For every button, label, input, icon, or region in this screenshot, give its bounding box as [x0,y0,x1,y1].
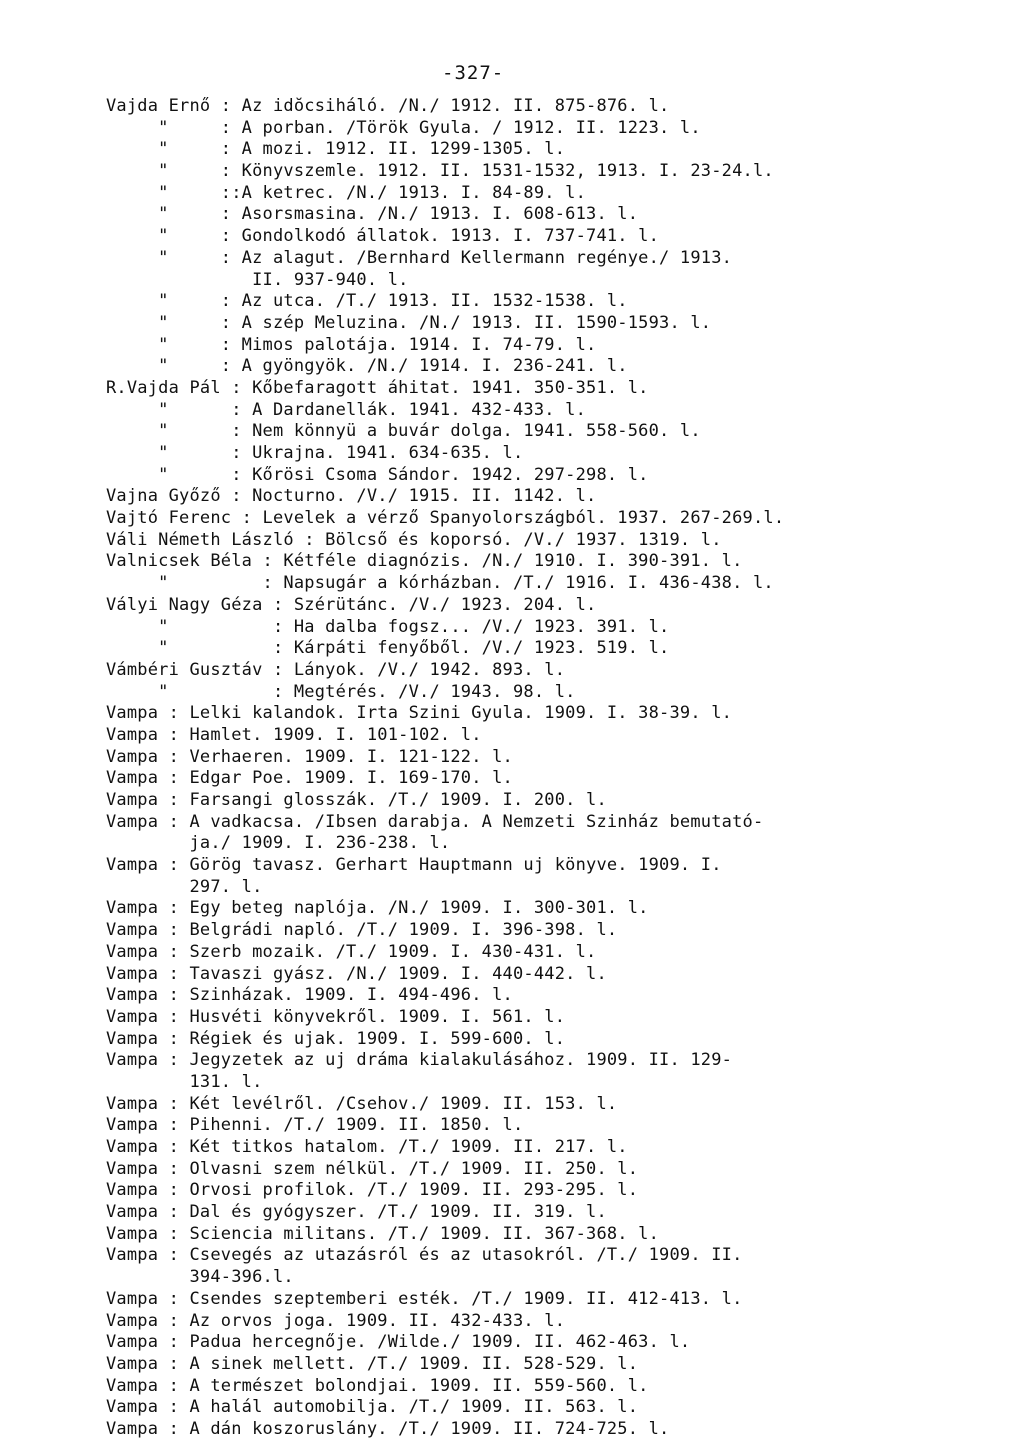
entry-line: " : Napsugár a kórházban. /T./ 1916. I. 436-438. l. [106,573,774,594]
entry-line: Vampa : Farsangi glosszák. /T./ 1909. I. 200. l. [106,790,607,810]
entry-line: Vályi Nagy Géza : Szérütánc. /V./ 1923. 204. l. [106,594,597,615]
entry-line: Vampa : Lelki kalandok. Irta Szini Gyula. 1909. I. 38-39. l. [106,703,733,724]
entry-line: " : Kárpáti fenyőből. /V./ 1923. 519. l. [106,638,670,659]
entry-line: " : A gyöngyök. /N./ 1914. I. 236-241. l. [106,356,628,377]
entry-line: Vampa : Görög tavasz. Gerhart Hauptmann uj könyve. 1909. I. [106,855,722,876]
entry-line: Vampa : Csevegés az utazásról és az utasokról. /T./ 1909. II. [106,1245,743,1266]
entry-line: Vajna Győző : Nocturno. /V./ 1915. II. 1142. l. [106,486,597,507]
entry-line: 297. l. [106,876,263,897]
entry-line: Vampa : Két titkos hatalom. /T./ 1909. II. 217. l. [106,1137,628,1157]
entry-line: Vampa : Hamlet. 1909. I. 101-102. l. [106,724,482,745]
entry-line: Vampa : Jegyzetek az uj dráma kialakulásához. 1909. II. 129- [106,1050,733,1071]
entry-line: Vampa : Egy beteg naplója. /N./ 1909. I. 300-301. l. [106,898,649,919]
entry-line: II. 937-940. l. [106,269,409,290]
entry-line: Vampa : Olvasni szem nélkül. /T./ 1909. II. 250. l. [106,1158,639,1179]
entry-line: Vampa : Régiek és ujak. 1909. I. 599-600. l. [106,1028,566,1049]
entry-line: Vampa : A természet bolondjai. 1909. II. 559-560. l. [106,1375,649,1396]
entry-line: Vampa : A vadkacsa. /Ibsen darabja. A Nemzeti Szinház bemutató- [106,811,764,832]
entry-line: Vampa : Edgar Poe. 1909. I. 169-170. l. [106,768,513,789]
entry-line: Vampa : Dal és gyógyszer. /T./ 1909. II. 319. l. [106,1202,607,1223]
entry-line: " : Asorsmasina. /N./ 1913. I. 608-613. l. [106,204,639,225]
entry-line: " : Az alagut. /Bernhard Kellermann regénye./ 1913. [106,247,733,268]
entry-line: Vampa : Orvosi profilok. /T./ 1909. II. 293-295. l. [106,1180,639,1201]
entry-line: Valnicsek Béla : Kétféle diagnózis. /N./ 1910. I. 390-391. l. [106,551,743,572]
entry-line: ja./ 1909. I. 236-238. l. [106,833,451,854]
entry-line: Vajtó Ferenc : Levelek a vérző Spanyolországból. 1937. 267-269.l. [106,508,785,529]
entry-line: Vampa : Padua hercegnője. /Wilde./ 1909. II. 462-463. l. [106,1332,691,1353]
entry-line: 394-396.l. [106,1267,294,1288]
entry-line: 131. l. [106,1071,263,1092]
entry-line: " : Nem könnyü a buvár dolga. 1941. 558-560. l. [106,421,701,442]
entry-line: Vampa : Sciencia militans. /T./ 1909. II. 367-368. l. [106,1223,660,1244]
entry-line: " : Gondolkodó állatok. 1913. I. 737-741. l. [106,226,660,247]
entry-line: " : A szép Meluzina. /N./ 1913. II. 1590-1593. l. [106,312,712,333]
entry-line: " : A porban. /Török Gyula. / 1912. II. 1223. l. [106,117,701,138]
entry-line: Vámbéri Gusztáv : Lányok. /V./ 1942. 893. l. [106,659,566,680]
entry-line: Vampa : Pihenni. /T./ 1909. II. 1850. l. [106,1115,524,1136]
entry-line: Vampa : A sinek mellett. /T./ 1909. II. 528-529. l. [106,1353,639,1374]
entry-line: Váli Németh László : Bölcső és koporsó. /V./ 1937. 1319. l. [106,529,722,550]
entry-line: " : Ha dalba fogsz... /V./ 1923. 391. l. [106,616,670,637]
entry-line: Vampa : Szerb mozaik. /T./ 1909. I. 430-431. l. [106,941,597,962]
entry-line: " : Az utca. /T./ 1913. II. 1532-1538. l. [106,291,628,312]
entry-line: Vampa : Belgrádi napló. /T./ 1909. I. 396-398. l. [106,920,618,941]
entry-line: " : Mimos palotája. 1914. I. 74-79. l. [106,334,597,355]
entry-line: Vampa : Szinházak. 1909. I. 494-496. l. [106,985,513,1006]
page-number: -327- [442,62,505,84]
entry-line: Vampa : Két levélről. /Csehov./ 1909. II. 153. l. [106,1093,618,1114]
entry-line: Vajda Ernő : Az idŏcsiháló. /N./ 1912. II. 875-876. l. [106,96,670,116]
bibliography-entries [106,96,1006,1441]
entry-line: Vampa : Verhaeren. 1909. I. 121-122. l. [106,746,513,767]
entry-line: Vampa : Tavaszi gyász. /N./ 1909. I. 440-442. l. [106,963,607,984]
entry-line: Vampa : Csendes szeptemberi esték. /T./ 1909. II. 412-413. l. [106,1288,743,1309]
entry-line: R.Vajda Pál : Kőbefaragott áhitat. 1941. 350-351. l. [106,377,649,398]
entry-line: Vampa : A dán koszoruslány. /T./ 1909. II. 724-725. l. [106,1418,670,1439]
entry-line: " : A mozi. 1912. II. 1299-1305. l. [106,139,566,160]
entry-line: " : Könyvszemle. 1912. II. 1531-1532, 1913. I. 23-24.l. [106,161,774,182]
entry-line: " ::A ketrec. /N./ 1913. I. 84-89. l. [106,182,587,203]
entry-line: " : Kőrösi Csoma Sándor. 1942. 297-298. l. [106,464,649,485]
entry-line: " : A Dardanellák. 1941. 432-433. l. [106,399,587,420]
entry-line: Vampa : Az orvos joga. 1909. II. 432-433. l. [106,1310,566,1331]
entry-line: Vampa : Husvéti könyvekről. 1909. I. 561. l. [106,1006,566,1027]
entry-line: Vampa : A halál automobilja. /T./ 1909. II. 563. l. [106,1397,639,1418]
entry-line: " : Megtérés. /V./ 1943. 98. l. [106,681,576,702]
entry-line: " : Ukrajna. 1941. 634-635. l. [106,443,524,463]
